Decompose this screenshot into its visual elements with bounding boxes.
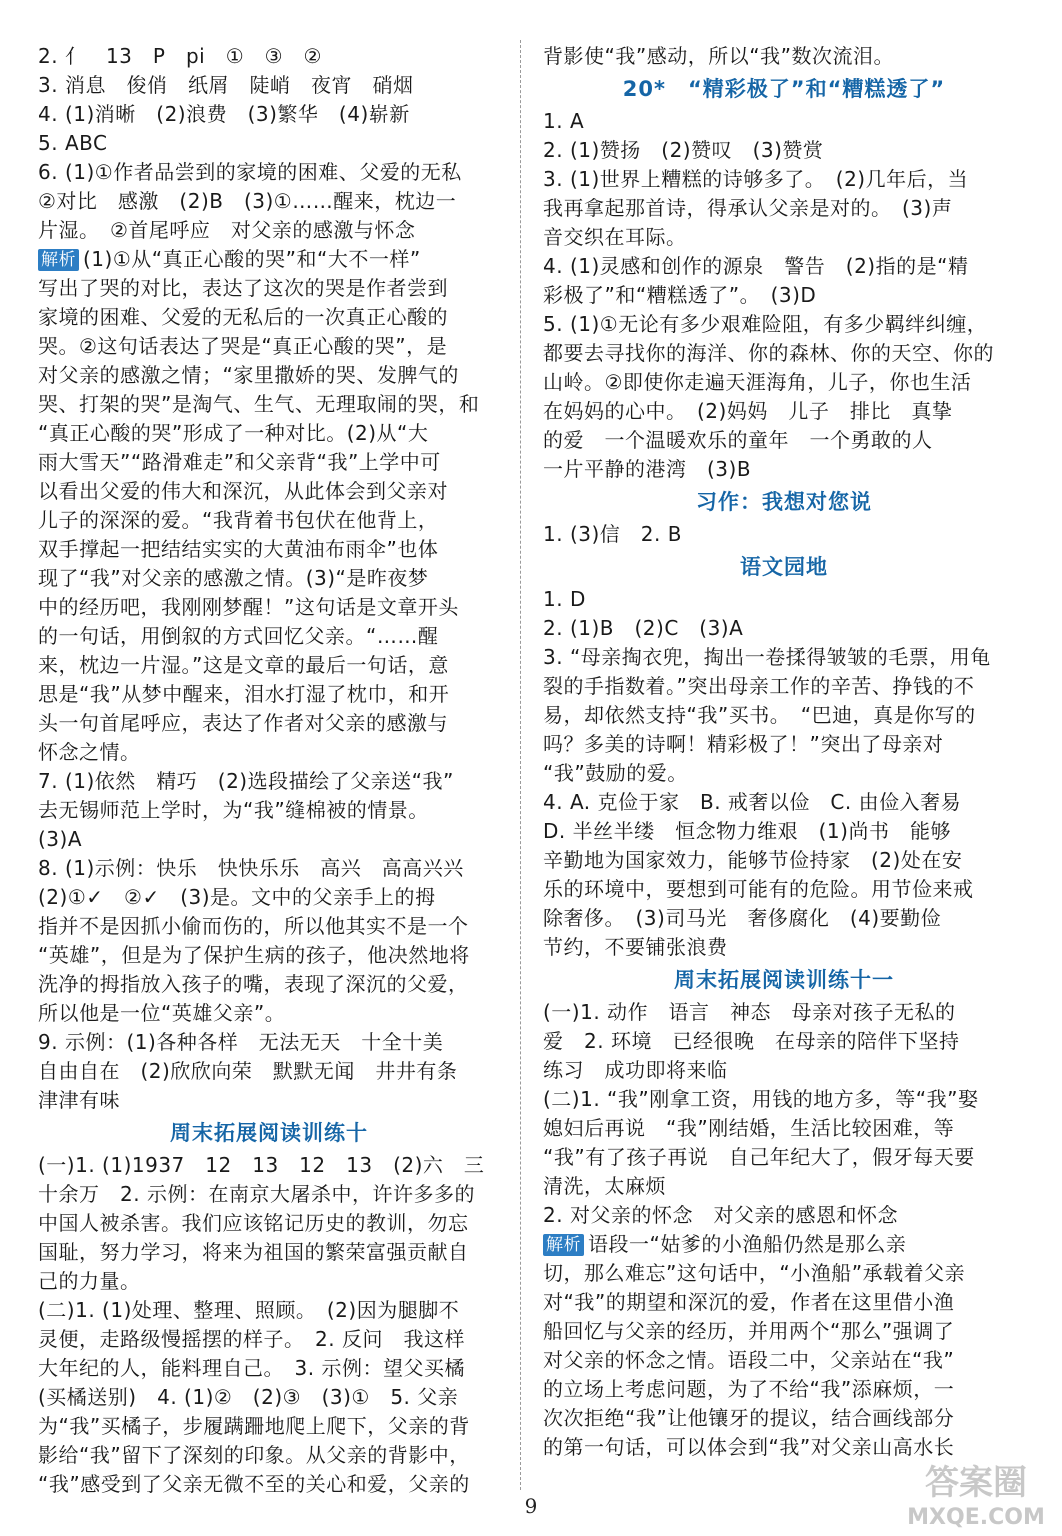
answer-text: 1. (3)信 2. B — [543, 522, 682, 546]
right-column — [543, 42, 1025, 1462]
answer-text: 清洗，太麻烦 — [543, 1174, 666, 1198]
answer-line — [543, 1201, 1025, 1230]
answer-line — [38, 1180, 500, 1209]
answer-text: 练习 成功即将来临 — [543, 1058, 728, 1082]
answer-text: 自由自在 (2)欣欣向荣 默默无闻 井井有条 — [38, 1059, 458, 1083]
answer-line — [543, 904, 1025, 933]
answer-text: (二)1. “我”刚拿工资，用钱的地方多，等“我”娶 — [543, 1087, 979, 1111]
answer-line — [38, 303, 500, 332]
answer-line — [543, 136, 1025, 165]
answer-text: (二)1. (1)处理、整理、照顾。 (2)因为腿脚不 — [38, 1298, 460, 1322]
answer-text: 头一句首尾呼应，表达了作者对父亲的感激与 — [38, 711, 448, 735]
answer-line — [38, 361, 500, 390]
answer-text: 双手撑起一把结结实实的大黄油布雨伞”也体 — [38, 537, 439, 561]
answer-line — [38, 1412, 500, 1441]
answer-line — [38, 622, 500, 651]
analysis-tag: 解析 — [543, 1234, 584, 1256]
answer-text: 家境的困难、父爱的无私后的一次真正心酸的 — [38, 305, 448, 329]
answer-line — [543, 614, 1025, 643]
answer-text: “我”有了孩子再说 自己年纪大了，假牙每天要 — [543, 1145, 975, 1169]
answer-text: “我”感受到了父亲无微不至的关心和爱，父亲的 — [38, 1472, 470, 1496]
answer-text: 媳妇后再说 “我”刚结婚，生活比较困难，等 — [543, 1116, 955, 1140]
answer-line — [38, 42, 500, 71]
answer-line — [38, 1057, 500, 1086]
answer-text: (3)A — [38, 827, 83, 851]
answer-text: (一)1. (1)1937 12 13 12 13 (2)六 三 — [38, 1153, 485, 1177]
answer-line — [543, 1259, 1025, 1288]
answer-line — [38, 245, 500, 274]
answer-line — [38, 709, 500, 738]
answer-line — [38, 651, 500, 680]
answer-line — [543, 672, 1025, 701]
answer-text: 4. (1)消晰 (2)浪费 (3)繁华 (4)崭新 — [38, 102, 410, 126]
answer-text: 节约，不要铺张浪费 — [543, 935, 728, 959]
answer-text: 对“我”的期望和深沉的爱，作者在这里借小渔 — [543, 1290, 955, 1314]
answer-text: 次次拒绝“我”让他镶牙的提议，结合画线部分 — [543, 1406, 955, 1430]
answer-text: 国耻，努力学习，将来为祖国的繁荣富强贡献自 — [38, 1240, 469, 1264]
answer-line — [38, 1267, 500, 1296]
answer-text: 对父亲的怀念之情。语段二中，父亲站在“我” — [543, 1348, 955, 1372]
answer-line — [543, 368, 1025, 397]
answer-line — [543, 223, 1025, 252]
answer-text: 十余万 2. 示例：在南京大屠杀中，许许多多的 — [38, 1182, 475, 1206]
answer-line — [38, 941, 500, 970]
answer-line — [543, 846, 1025, 875]
answer-line — [543, 1230, 1025, 1259]
answer-line — [38, 1238, 500, 1267]
answer-line — [543, 281, 1025, 310]
answer-line — [38, 100, 500, 129]
answer-line — [543, 397, 1025, 426]
answer-line — [543, 252, 1025, 281]
page-number: 9 — [524, 1494, 538, 1518]
answer-line — [38, 216, 500, 245]
answer-text: 2. 亻 13 P pi ① ③ ② — [38, 44, 322, 68]
section-heading: 习作：我想对您说 — [696, 490, 872, 514]
answer-line — [543, 107, 1025, 136]
section-heading: 20* “精彩极了”和“糟糕透了” — [622, 77, 946, 101]
answer-text: 己的力量。 — [38, 1269, 141, 1293]
answer-line — [38, 1086, 500, 1115]
answer-line — [38, 1383, 500, 1412]
answer-text: 1. D — [543, 587, 586, 611]
answer-text: 爱 2. 环境 已经很晚 在母亲的陪伴下坚持 — [543, 1029, 960, 1053]
answer-line — [38, 680, 500, 709]
answer-text: 都要去寻找你的海洋、你的森林、你的天空、你的 — [543, 341, 994, 365]
answer-text: 片湿。 ②首尾呼应 对父亲的感激与怀念 — [38, 218, 416, 242]
answer-text: 一片平静的港湾 (3)B — [543, 457, 752, 481]
answer-line — [543, 730, 1025, 759]
answer-line — [38, 564, 500, 593]
section-heading: 周末拓展阅读训练十 — [170, 1121, 368, 1145]
answer-text: 指并不是因抓小偷而伤的，所以他其实不是一个 — [38, 914, 469, 938]
watermark-logo — [896, 1458, 1056, 1532]
answer-line — [38, 1296, 500, 1325]
answer-line — [38, 158, 500, 187]
answer-text: (1)①从“真正心酸的哭”和“大不一样” — [83, 247, 421, 271]
answer-text: 在妈妈的心中。 (2)妈妈 儿子 排比 真挚 — [543, 399, 953, 423]
answer-text: 乐的环境中，要想到可能有的危险。用节俭来戒 — [543, 877, 974, 901]
answer-text: 大年纪的人，能料理自己。 3. 示例：望父买橘 — [38, 1356, 465, 1380]
answer-text: 音交织在耳际。 — [543, 225, 687, 249]
answer-text: 裂的手指数着。”突出母亲工作的辛苦、挣钱的不 — [543, 674, 975, 698]
answer-text: 切，那么难忘”这句话中，“小渔船”承载着父亲 — [543, 1261, 966, 1285]
answer-line — [543, 759, 1025, 788]
answer-line — [543, 817, 1025, 846]
answer-line — [543, 1027, 1025, 1056]
answer-line — [543, 426, 1025, 455]
answer-line — [543, 310, 1025, 339]
answer-line — [38, 883, 500, 912]
answer-line — [38, 912, 500, 941]
answer-line — [543, 788, 1025, 817]
answer-text: 易，却依然支持“我”买书。 “巴迪，真是你写的 — [543, 703, 976, 727]
answer-line — [38, 390, 500, 419]
answer-line — [38, 506, 500, 535]
answer-text: 对父亲的感激之情；“家里撒娇的哭、发脾气的 — [38, 363, 459, 387]
answer-text: (买橘送别) 4. (1)② (2)③ (3)① 5. 父亲 — [38, 1385, 459, 1409]
answer-text: 的爱 一个温暖欢乐的童年 一个勇敢的人 — [543, 428, 933, 452]
answer-line — [543, 339, 1025, 368]
answer-line — [543, 875, 1025, 904]
answer-text: “我”鼓励的爱。 — [543, 761, 688, 785]
answer-text: 辛勤地为国家效力，能够节俭持家 (2)处在安 — [543, 848, 963, 872]
answer-text: 8. (1)示例：快乐 快快乐乐 高兴 高高兴兴 — [38, 856, 464, 880]
watermark-line2: MXQE.COM — [907, 1505, 1045, 1530]
watermark-line1: 答案圈 — [925, 1463, 1027, 1503]
answer-text: 哭。②这句话表达了哭是“真正心酸的哭”，是 — [38, 334, 448, 358]
answer-text: 9. 示例：(1)各种各样 无法无天 十全十美 — [38, 1030, 444, 1054]
answer-line — [38, 187, 500, 216]
answer-text: 的立场上考虑问题，为了不给“我”添麻烦，一 — [543, 1377, 955, 1401]
answer-text: 雨大雪天”“路滑难走”和父亲背“我”上学中可 — [38, 450, 441, 474]
answer-line — [38, 129, 500, 158]
answer-text: 思是“我”从梦中醒来，泪水打湿了枕巾，和开 — [38, 682, 450, 706]
answer-text: 2. (1)赞扬 (2)赞叹 (3)赞赏 — [543, 138, 824, 162]
answer-text: 7. (1)依然 精巧 (2)选段描绘了父亲送“我” — [38, 769, 454, 793]
answer-line — [38, 71, 500, 100]
answer-text: 背影使“我”感动，所以“我”数次流泪。 — [543, 44, 894, 68]
answer-text: 3. (1)世界上糟糕的诗够多了。 (2)几年后，当 — [543, 167, 969, 191]
answer-line — [38, 332, 500, 361]
answer-text: 所以他是一位“英雄父亲”。 — [38, 1001, 286, 1025]
answer-line — [38, 1354, 500, 1383]
answer-line — [543, 1172, 1025, 1201]
answer-text: 的一句话，用倒叙的方式回忆父亲。“……醒 — [38, 624, 439, 648]
answer-line — [38, 535, 500, 564]
answer-text: 我再拿起那首诗，得承认父亲是对的。 (3)声 — [543, 196, 953, 220]
answer-text: 以看出父爱的伟大和深沉，从此体会到父亲对 — [38, 479, 448, 503]
answer-text: 哭、打架的哭”是淘气、生气、无理取闹的哭，和 — [38, 392, 480, 416]
answer-line — [38, 767, 500, 796]
answer-line — [38, 274, 500, 303]
answer-text: 5. (1)①无论有多少艰难险阻，有多少羁绊纠缠， — [543, 312, 988, 336]
answer-line — [543, 585, 1025, 614]
answer-text: 来，枕边一片湿。”这是文章的最后一句话，意 — [38, 653, 449, 677]
answer-line — [38, 1441, 500, 1470]
answer-line — [543, 1404, 1025, 1433]
answer-text: 洗净的拇指放入孩子的嘴，表现了深沉的父爱， — [38, 972, 469, 996]
answer-text: 除奢侈。 (3)司马光 奢侈腐化 (4)要勤俭 — [543, 906, 942, 930]
answer-line — [543, 933, 1025, 962]
answer-line — [38, 419, 500, 448]
answer-text: 儿子的深深的爱。“我背着书包伏在他背上， — [38, 508, 439, 532]
answer-line — [38, 1209, 500, 1238]
answer-text: 5. ABC — [38, 131, 108, 155]
answer-text: 3. “母亲掏衣兜，掏出一卷揉得皱皱的毛票，用龟 — [543, 645, 991, 669]
answer-text: ②对比 感激 (2)B (3)①……醒来，枕边一 — [38, 189, 457, 213]
section-heading: 周末拓展阅读训练十一 — [674, 968, 894, 992]
answer-text: 为“我”买橘子，步履蹒跚地爬上爬下，父亲的背 — [38, 1414, 470, 1438]
answer-text: 2. 对父亲的怀念 对父亲的感恩和怀念 — [543, 1203, 898, 1227]
left-column — [38, 42, 500, 1499]
answer-text: 山岭。②即使你走遍天涯海角，儿子，你也生活 — [543, 370, 972, 394]
answer-text: 怀念之情。 — [38, 740, 141, 764]
answer-line — [543, 1346, 1025, 1375]
answer-line — [543, 194, 1025, 223]
answer-line — [543, 1375, 1025, 1404]
analysis-tag: 解析 — [38, 249, 79, 271]
answer-line — [38, 1325, 500, 1354]
answer-line — [543, 520, 1025, 549]
answer-text: 写出了哭的对比，表达了这次的哭是作者尝到 — [38, 276, 448, 300]
answer-line — [38, 825, 500, 854]
answer-line — [38, 738, 500, 767]
answer-text: 4. (1)灵感和创作的源泉 警告 (2)指的是“精 — [543, 254, 969, 278]
answer-text: 灵便，走路级慢摇摆的样子。 2. 反问 我这样 — [38, 1327, 465, 1351]
answer-text: “英雄”，但是为了保护生病的孩子，他决然地将 — [38, 943, 470, 967]
answer-text: 4. A. 克俭于家 B. 戒奢以俭 C. 由俭入奢易 — [543, 790, 962, 814]
answer-text: 语段一“姑爹的小渔船仍然是那么亲 — [588, 1232, 907, 1256]
answer-text: 中国人被杀害。我们应该铭记历史的教训，勿忘 — [38, 1211, 469, 1235]
answer-text: 去无锡师范上学时，为“我”缝棉被的情景。 — [38, 798, 429, 822]
answer-text: (2)①✓ ②✓ (3)是。文中的父亲手上的拇 — [38, 885, 436, 909]
answer-line — [38, 593, 500, 622]
answer-line — [38, 970, 500, 999]
answer-line — [38, 854, 500, 883]
answer-line — [543, 1085, 1025, 1114]
answer-line — [38, 796, 500, 825]
answer-text: D. 半丝半缕 恒念物力维艰 (1)尚书 能够 — [543, 819, 951, 843]
answer-text: 吗？多美的诗啊！精彩极了！”突出了母亲对 — [543, 732, 944, 756]
answer-line — [543, 1056, 1025, 1085]
answer-text: (一)1. 动作 语言 神态 母亲对孩子无私的 — [543, 1000, 956, 1024]
answer-line — [38, 1151, 500, 1180]
answer-text: 2. (1)B (2)C (3)A — [543, 616, 744, 640]
answer-text: 现了“我”对父亲的感激之情。(3)“是昨夜梦 — [38, 566, 429, 590]
answer-line — [543, 998, 1025, 1027]
answer-text: 中的经历吧，我刚刚梦醒！”这句话是文章开头 — [38, 595, 459, 619]
section-heading: 语文园地 — [740, 555, 828, 579]
answer-line — [543, 701, 1025, 730]
answer-text: 影给“我”留下了深刻的印象。从父亲的背影中， — [38, 1443, 470, 1467]
answer-text: 6. (1)①作者品尝到的家境的困难、父爱的无私 — [38, 160, 462, 184]
answer-text: 津津有味 — [38, 1088, 120, 1112]
answer-text: 的第一句话，可以体会到“我”对父亲山高水长 — [543, 1435, 955, 1459]
column-divider — [520, 40, 521, 1490]
answer-line — [543, 1114, 1025, 1143]
answer-line — [543, 42, 1025, 71]
answer-text: 彩极了”和“糟糕透了”。 (3)D — [543, 283, 817, 307]
answer-line — [38, 1028, 500, 1057]
answer-line — [543, 165, 1025, 194]
answer-text: “真正心酸的哭”形成了一种对比。(2)从“大 — [38, 421, 429, 445]
answer-line — [38, 477, 500, 506]
answer-text: 1. A — [543, 109, 585, 133]
answer-text: 船回忆与父亲的经历，并用两个“那么”强调了 — [543, 1319, 955, 1343]
answer-line — [543, 455, 1025, 484]
answer-line — [543, 1317, 1025, 1346]
answer-line — [543, 1288, 1025, 1317]
answer-line — [543, 1143, 1025, 1172]
answer-line — [543, 643, 1025, 672]
answer-line — [38, 999, 500, 1028]
answer-line — [38, 448, 500, 477]
answer-text: 3. 消息 俊俏 纸屑 陡峭 夜宵 硝烟 — [38, 73, 414, 97]
